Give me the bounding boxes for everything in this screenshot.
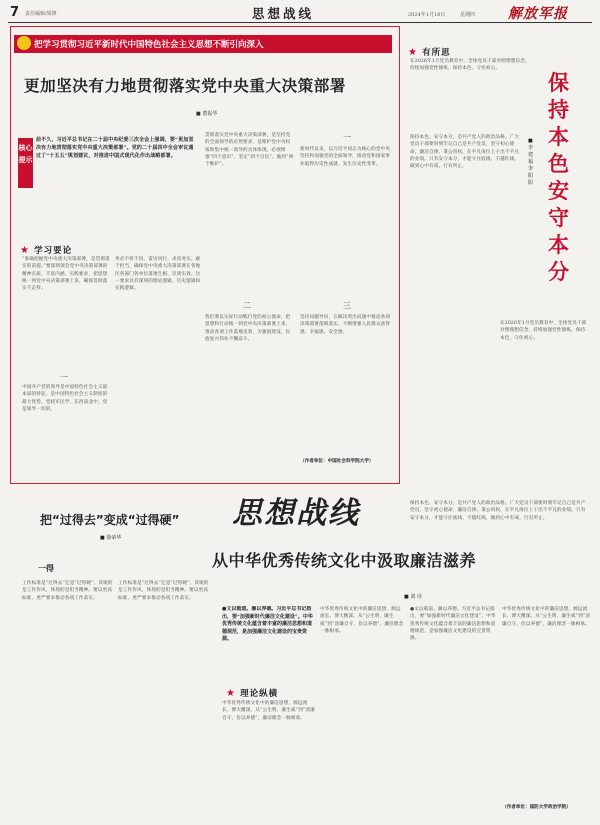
right-title: 保持本色 安守本分 <box>548 71 569 284</box>
lower-body-1: 中华优秀传统文化中的廉洁思想，源远流长、博大精深。从“公生明，廉生威”到“清廉自守，俭以养德”，廉洁理念一脉相承。 <box>222 701 315 721</box>
feature-source: （作者单位：中国社会科学院大学） <box>300 459 374 464</box>
study-para-2: 中国共产党的领导是中国特色社会主义最本质的特征，是中国特色社会主义制度的最大优势。党政军民学，东西南北中，党是领导一切的。 <box>22 385 108 412</box>
lower-left-subhead: 一得 <box>38 563 54 573</box>
right-body-2: 保持本色、安守本分，是共产党人的政治品格。广大党员干部要时刻牢记自己是共产党员，坚守初心使命，廉洁自律、秉公用权，在平凡岗位上干出不平凡的业绩。只有安守本分，才能守住底线、不越红线，做到心中有戒、行有所止。 <box>410 501 586 521</box>
lower-left-byline: ■ 徐荣华 <box>100 535 122 541</box>
right-section-label: 有所思 <box>422 48 451 58</box>
lower-body-4: 中华优秀传统文化中的廉洁思想，源远流长、博大精深。从“公生明，廉生威”到“清廉自守，俭以养德”，廉洁理念一脉相承。 <box>502 607 591 627</box>
page-header <box>8 3 592 23</box>
party-emblem-icon <box>17 36 31 50</box>
feature-subhead-2: 二 <box>243 301 251 310</box>
study-para-1: “准确把握党中央重大决策部署，是贯彻落实的前提。”要深刻领会党中央决策部署的精神实质、丰富内涵、实践要求，把思想统一到党中央决策部署上来，确保贯彻落实不走样。 <box>22 257 110 292</box>
calligraphy-title: 思想战线 <box>232 496 360 531</box>
study-para-1b: 务必不折不扣、雷厉风行、求真务实、敢于担当，确保党中央重大决策部署在各地区各部门各单位落地生根、见到实效。这一要求具有深刻的理论逻辑、历史逻辑和实践逻辑。 <box>115 257 201 292</box>
lower-left-title: 把“过得去”变成“过得硬” <box>40 513 180 527</box>
issue-date: 2024年1月18日 <box>408 12 446 18</box>
feature-banner <box>14 35 392 53</box>
core-note-label: 核心提示 <box>18 138 33 188</box>
feature-headline: 更加坚决有力地贯彻落实党中央重大决策部署 <box>24 77 347 95</box>
right-section-header <box>408 40 451 59</box>
star-icon-right: ★ <box>408 47 417 58</box>
study-subhead: 一 <box>60 373 68 382</box>
feature-byline: ■ 董振华 <box>196 111 218 117</box>
lower-left-body-2: 工作标准是“过得去”还是“过得硬”，反映的是工作作风，体现的是担当精神。要以更高标准、更严要求推动各项工作落实。 <box>118 581 209 601</box>
page-meta: 责任编辑/梁锋 <box>25 11 57 17</box>
masthead-logo: 解放军报 <box>508 6 568 22</box>
feature-col-2: 贯彻落实党中央重大决策部署，是坚持党的全面领导的必然要求，是维护党中央权威和集中统一领导的具体体现。必须增强“四个意识”、坚定“四个自信”、做到“两个维护”。 <box>205 133 294 168</box>
feature-col-5: 坚持问题导向，在解决突出问题中推动各项决策部署落细落实，不断增强人民群众获得感、幸福感、安全感。 <box>300 315 391 335</box>
header-rule <box>8 22 592 23</box>
theory-section-label: 理论纵横 <box>240 689 279 699</box>
star-icon: ★ <box>20 245 29 256</box>
lower-body-2: 中华优秀传统文化中的廉洁思想，源远流长、博大精深。从“公生明，廉生威”到“清廉自守，俭以养德”，廉洁理念一脉相承。 <box>320 607 404 634</box>
lower-body-3: ●文以载道。廉以养德。习近平总书记指出，要“加强新时代廉洁文化建设”。中华优秀传统文化蕴含着丰富的廉洁思想和道德规范，是加强廉洁文化建设的宝贵资源。 <box>410 607 496 642</box>
theory-section-header <box>226 681 278 700</box>
feature-subhead-3: 三 <box>343 301 351 310</box>
lower-source: （作者单位：国防大学政治学院） <box>502 805 571 810</box>
feature-subhead-1: 一 <box>343 133 351 142</box>
right-byline: ■ 李建福 李阳阳 <box>528 138 534 186</box>
star-icon-theory: ★ <box>226 688 235 699</box>
lower-headline: 从中华优秀传统文化中汲取廉洁滋养 <box>212 551 477 570</box>
page-number: 7 <box>10 5 20 20</box>
study-section-label: 学习要论 <box>34 246 73 256</box>
right-body: 保持本色、安守本分，是共产党人的政治品格。广大党员干部要时刻牢记自己是共产党员，坚守初心使命，廉洁自律、秉公用权，在平凡岗位上干出不平凡的业绩。只有安守本分，才能守住底线、不越红线，做到心中有戒、行有所止。 <box>410 135 520 170</box>
section-title: 思想战线 <box>252 6 315 21</box>
lower-summary: ●文以载道。廉以养德。习近平总书记指出，要“加强新时代廉洁文化建设”。中华优秀传统文化蕴含着丰富的廉洁思想和道德规范，是加强廉洁文化建设的宝贵资源。 <box>222 606 313 643</box>
right-body-3: 在2026年1月党员教育中，全体党员干部对照理想信念，持续加强党性锤炼，保持本色、守住初心。 <box>500 321 587 341</box>
issue-weekday: 星期四 <box>460 12 476 18</box>
feature-col-4: 新时代以来，以习近平同志为核心的党中央坚持和加强党的全面领导，推动党和国家事业取得历史性成就、发生历史性变革。 <box>300 147 391 167</box>
lower-byline: ■ 刘 诗 <box>404 594 422 600</box>
study-section-header <box>20 238 72 257</box>
feature-lead: 前不久，习近平总书记在二十届中央纪委三次全会上强调，要“更加坚决有力地贯彻落实党中央重大决策部署”。党的二十届四中全会审议通过了“十五五”规划建议，对推进中国式现代化作出战略部署。 <box>36 137 194 159</box>
feature-col-3: 我们要以实际行动践行党的初心使命，把思想和行动统一到党中央决策部署上来，推动各项工作落地见效，为强国建设、民族复兴伟业不懈奋斗。 <box>205 315 291 342</box>
feature-banner-text: 把学习贯彻习近平新时代中国特色社会主义思想不断引向深入 <box>34 40 264 50</box>
lower-left-body: 工作标准是“过得去”还是“过得硬”，反映的是工作作风，体现的是担当精神。要以更高标准、更严要求推动各项工作落实。 <box>22 581 113 601</box>
right-intro: 在2026年1月党员教育中，全体党员干部对照理想信念，持续加强党性锤炼，保持本色、守住初心。 <box>410 59 530 72</box>
